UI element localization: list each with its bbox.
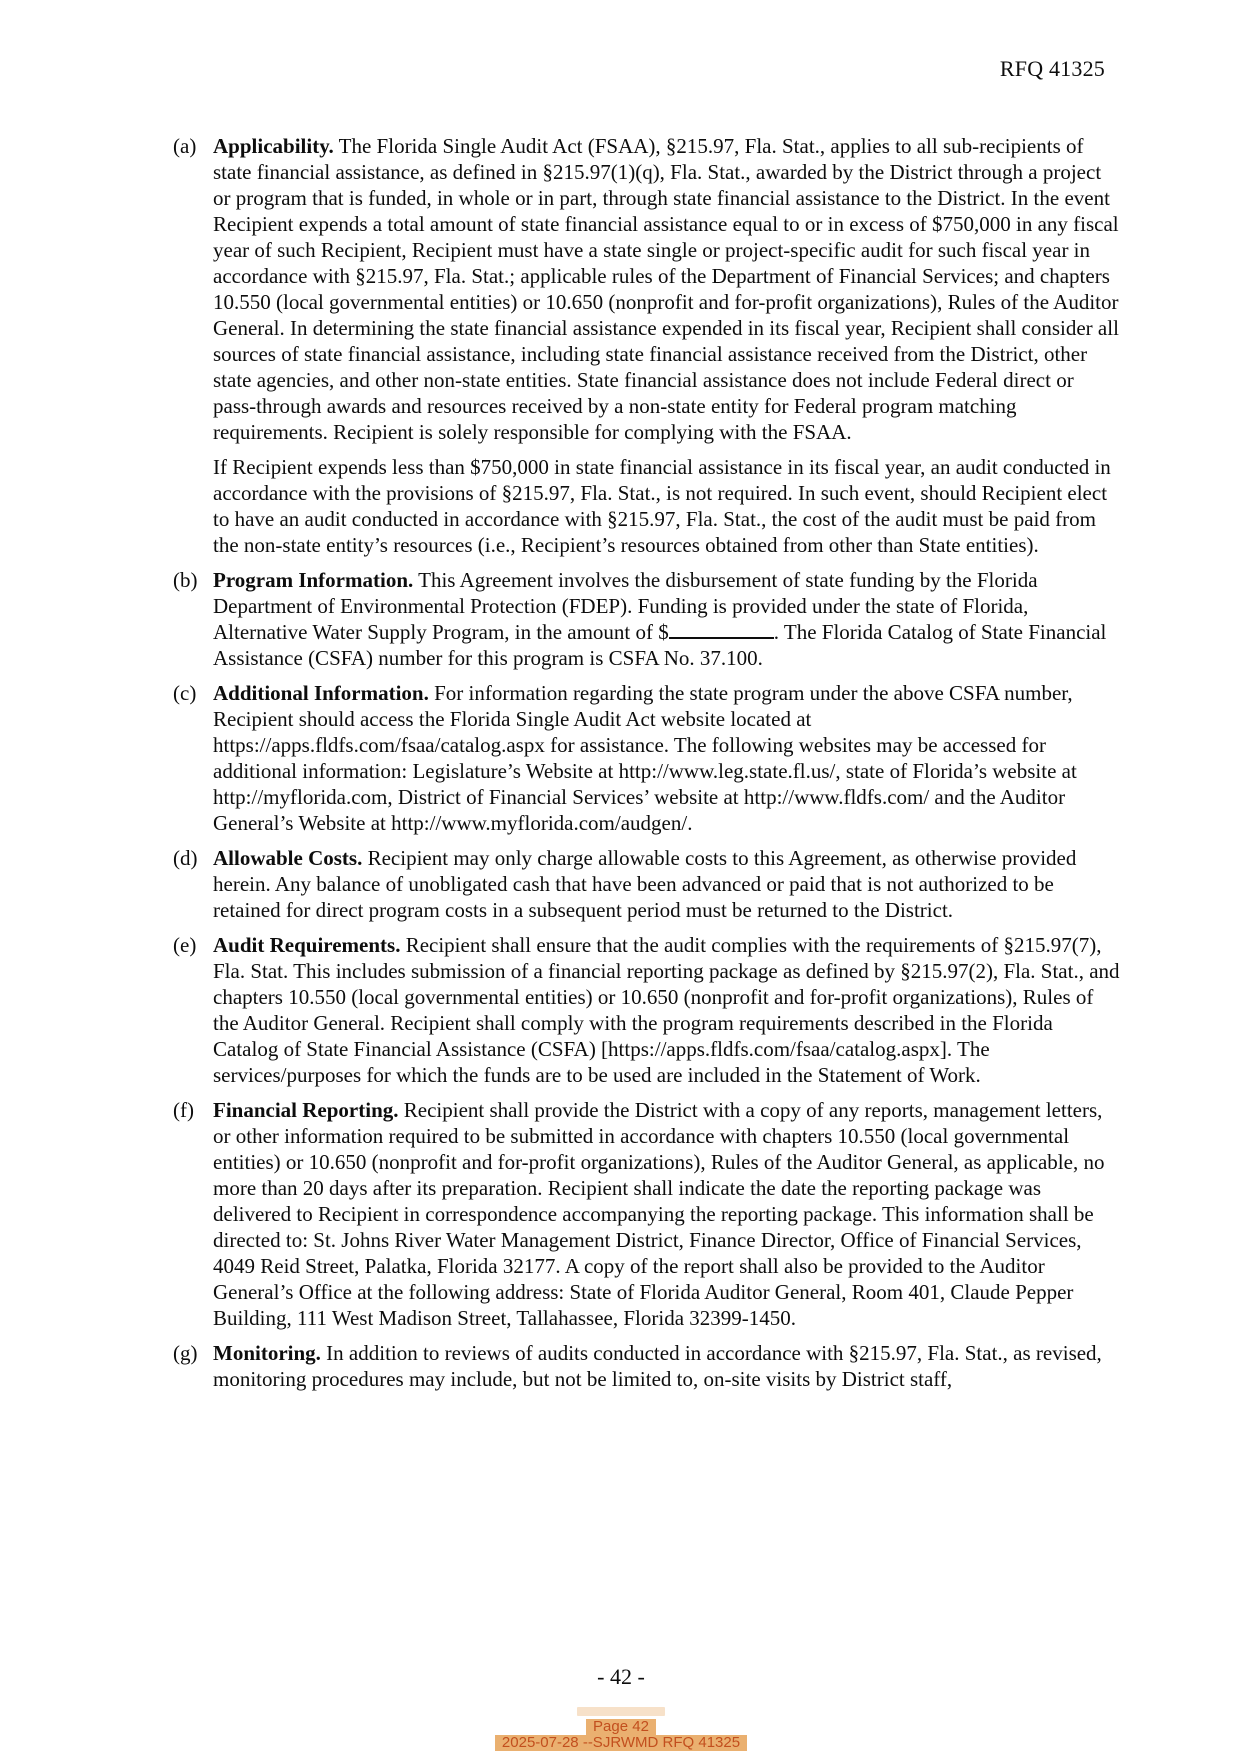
section-body xyxy=(213,1097,1120,1331)
section-label: (b) xyxy=(173,568,198,592)
section-c xyxy=(173,680,1120,836)
paragraph: Program Information. This Agreement involves the disbursement of state funding by the Florida Department of Environmental Protection (FDEP). Funding is provided under the state of Florida, Alternative Water Supply Program, in the amount of $ . The Florida Catalog of State Financial Assistance (CSFA) number for this program is CSFA No. 37.100. xyxy=(213,568,1107,670)
section-body xyxy=(213,845,1120,923)
paragraph: Financial Reporting. Recipient shall provide the District with a copy of any reports, management letters, or other information required to be submitted in accordance with chapters 10.550 (local governmental entities) or 10.650 (nonprofit and for-profit organizations), Rules of the Auditor General, as applicable, no more than 20 days after its preparation. Recipient shall indicate the date the reporting package was delivered to Recipient in correspondence accompanying the reporting package. This information shall be directed to: St. Johns River Water Management District, Finance Director, Office of Financial Services, 4049 Reid Street, Palatka, Florida 32177. A copy of the report shall also be provided to the Auditor General’s Office at the following address: State of Florida Auditor General, Room 401, Claude Pepper Building, 111 West Madison Street, Tallahassee, Florida 32399-1450. xyxy=(213,1098,1105,1330)
section-body xyxy=(213,1340,1120,1392)
paragraph: Audit Requirements. Recipient shall ensure that the audit complies with the requirements of §215.97(7), Fla. Stat. This includes submission of a financial reporting package as defined by §215.97(2), Fla. Stat., and chapters 10.550 (local governmental entities) or 10.650 (nonprofit and for-profit organizations), Rules of the Auditor General. Recipient shall comply with the program requirements described in the Florida Catalog of State Financial Assistance (CSFA) [https://apps.fldfs.com/fsaa/catalog.aspx]. The services/purposes for which the funds are to be used are included in the Statement of Work. xyxy=(213,933,1120,1087)
section-body xyxy=(213,567,1120,671)
section-label: (d) xyxy=(173,846,198,870)
section-body xyxy=(213,133,1120,558)
page-number: - 42 - xyxy=(597,1664,645,1689)
section-title: Allowable Costs. xyxy=(213,846,363,870)
section-title: Additional Information. xyxy=(213,681,429,705)
section-label: (c) xyxy=(173,681,197,705)
section-label: (a) xyxy=(173,134,197,158)
section-title: Financial Reporting. xyxy=(213,1098,399,1122)
paragraph: Additional Information. For information regarding the state program under the above CSFA number, Recipient should access the Florida Single Audit Act website located at https://apps.fldfs.com/fsaa/catalog.aspx for assistance. The following websites may be accessed for additional information: Legislature’s Website at http://www.leg.state.fl.us/, state of Florida’s website at http://myflorida.com, District of Financial Services’ website at http://www.fldfs.com/ and the Auditor General’s Website at http://www.myflorida.com/audgen/. xyxy=(213,681,1077,835)
section-label: (f) xyxy=(173,1098,194,1122)
section-body xyxy=(213,932,1120,1088)
paragraph: Monitoring. In addition to reviews of audits conducted in accordance with §215.97, Fla. Stat., as revised, monitoring procedures may include, but not be limited to, on-site visits by District staff, xyxy=(213,1341,1102,1391)
section-title: Monitoring. xyxy=(213,1341,321,1365)
section-title: Program Information. xyxy=(213,568,414,592)
section-label: (g) xyxy=(173,1341,198,1365)
section-title: Audit Requirements. xyxy=(213,933,401,957)
stamp-page-label: Page 42 xyxy=(586,1719,656,1735)
section-a xyxy=(173,133,1120,558)
section-label: (e) xyxy=(173,933,197,957)
section-b xyxy=(173,567,1120,671)
section-body xyxy=(213,680,1120,836)
paragraph: If Recipient expends less than $750,000 in state financial assistance in its fiscal year, an audit conducted in accordance with the provisions of §215.97, Fla. Stat., is not required. In such event, should Recipient elect to have an audit conducted in accordance with §215.97, Fla. Stat., the cost of the audit must be paid from the non-state entity’s resources (i.e., Recipient’s resources obtained from other than State entities). xyxy=(213,455,1111,557)
section-f xyxy=(173,1097,1120,1331)
stamp-date-reference: 2025-07-28 --SJRWMD RFQ 41325 xyxy=(495,1735,747,1751)
paragraph: Applicability. The Florida Single Audit Act (FSAA), §215.97, Fla. Stat., applies to all sub-recipients of state financial assistance, as defined in §215.97(1)(q), Fla. Stat., awarded by the District through a project or program that is funded, in whole or in part, through state financial assistance to the District. In the event Recipient expends a total amount of state financial assistance equal to or in excess of $750,000 in any fiscal year of such Recipient, Recipient must have a state single or project-specific audit for such fiscal year in accordance with §215.97, Fla. Stat.; applicable rules of the Department of Financial Services; and chapters 10.550 (local governmental entities) or 10.650 (nonprofit and for-profit organizations), Rules of the Auditor General. In determining the state financial assistance expended in its fiscal year, Recipient shall consider all sources of state financial assistance, including state financial assistance received from the District, other state agencies, and other non-state entities. State financial assistance does not include Federal direct or pass-through awards and resources received by a non-state entity for Federal program matching requirements. Recipient is solely responsible for complying with the FSAA. xyxy=(213,134,1119,444)
document-reference: RFQ 41325 xyxy=(999,56,1105,81)
section-e xyxy=(173,932,1120,1088)
section-d xyxy=(173,845,1120,923)
fill-in-blank xyxy=(669,636,774,639)
paragraph: Allowable Costs. Recipient may only charge allowable costs to this Agreement, as otherwise provided herein. Any balance of unobligated cash that have been advanced or paid that is not authorized to be retained for direct program costs in a subsequent period must be returned to the District. xyxy=(213,846,1077,922)
stamp-ghost-mark xyxy=(577,1707,665,1716)
document-body xyxy=(173,133,1120,1401)
footer-stamp xyxy=(0,1707,1242,1751)
section-title: Applicability. xyxy=(213,134,334,158)
section-g xyxy=(173,1340,1120,1392)
